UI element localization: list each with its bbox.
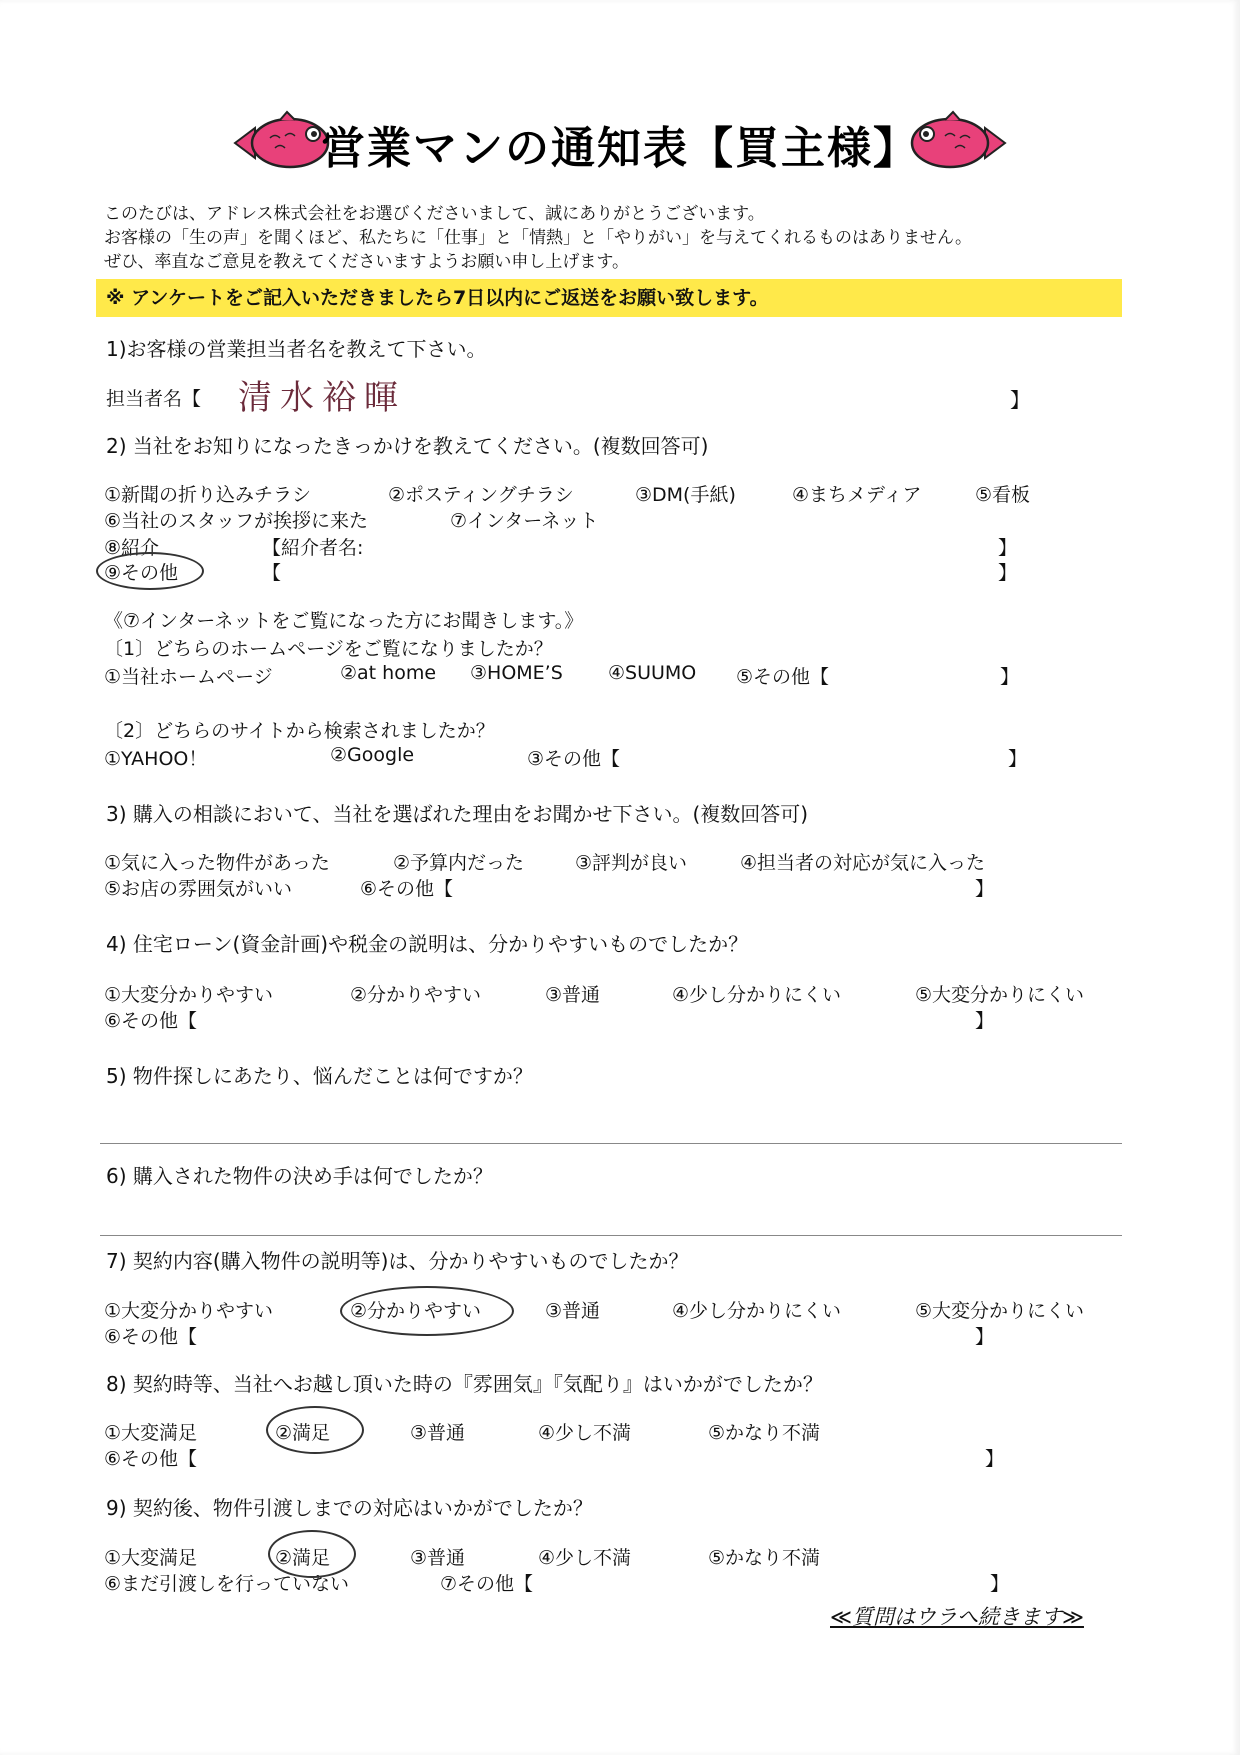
q7-close-bracket: 】	[975, 1326, 995, 1348]
q8-selected-circle	[266, 1406, 364, 1454]
q2-close-bracket: 】	[998, 562, 1018, 584]
q5-question: 5) 物件探しにあたり、悩んだことは何ですか？	[106, 1064, 533, 1088]
q7-option[interactable]: ⑥その他【	[104, 1326, 198, 1348]
q2-referrer-label: 【紹介者名:	[262, 537, 364, 559]
q8-option[interactable]: ④少し不満	[538, 1422, 632, 1444]
q2-option[interactable]: ③DM(手紙)	[635, 484, 736, 506]
q9-close-bracket: 】	[990, 1573, 1010, 1595]
q3-option[interactable]: ①気に入った物件があった	[104, 852, 330, 874]
q1-question: 1)お客様の営業担当者名を教えて下さい。	[106, 337, 487, 361]
q4-question: 4) 住宅ローン(資金計画)や税金の説明は、分かりやすいものでしたか？	[106, 932, 749, 956]
q2sub-option[interactable]: ③その他【	[527, 748, 621, 770]
q5-answer-line[interactable]	[100, 1143, 1122, 1144]
q7-option[interactable]: ①大変分かりやすい	[104, 1300, 274, 1322]
q4-close-bracket: 】	[975, 1010, 995, 1032]
page-title: 営業マンの通知表【買主様】	[321, 123, 919, 174]
q2sub-question1: 〔1〕どちらのホームページをご覧になりましたか？	[104, 638, 553, 660]
q3-question: 3) 購入の相談において、当社を選ばれた理由をお聞かせ下さい。(複数回答可)	[106, 802, 809, 826]
q6-answer-line[interactable]	[100, 1235, 1122, 1236]
q2sub-close-bracket: 】	[1000, 666, 1020, 688]
q1-close-bracket: 】	[1010, 388, 1030, 412]
q1-handwritten-name[interactable]: 清水裕暉	[238, 378, 406, 418]
q2sub-option[interactable]: ②Google	[330, 744, 415, 766]
intro-line: ぜひ、率直なご意見を教えてくださいますようお願い申し上げます。	[104, 252, 629, 272]
q8-option[interactable]: ②満足	[275, 1422, 331, 1444]
q7-selected-circle	[340, 1286, 514, 1336]
q2sub-heading: 《⑦インターネットをご覧になった方にお聞きします。》	[104, 610, 584, 632]
q8-option[interactable]: ③普通	[410, 1422, 466, 1444]
q8-option[interactable]: ①大変満足	[104, 1422, 198, 1444]
q9-selected-circle	[268, 1530, 356, 1578]
q7-question: 7) 契約内容(購入物件の説明等)は、分かりやすいものでしたか？	[106, 1249, 689, 1273]
q3-option[interactable]: ④担当者の対応が気に入った	[740, 852, 986, 874]
q2sub-option[interactable]: ⑤その他【	[736, 666, 830, 688]
q3-close-bracket: 】	[975, 878, 995, 900]
q2sub-option[interactable]: ④SUUMO	[608, 662, 697, 684]
q8-option[interactable]: ⑤かなり不満	[708, 1422, 821, 1444]
q9-option[interactable]: ②満足	[275, 1547, 331, 1569]
q2sub-option[interactable]: ③HOME’S	[470, 662, 563, 684]
q2-option[interactable]: ④まちメディア	[792, 484, 922, 506]
q2-close-bracket: 】	[998, 537, 1018, 559]
q9-option[interactable]: ①大変満足	[104, 1547, 198, 1569]
q3-option[interactable]: ③評判が良い	[575, 852, 688, 874]
intro-line: お客様の「生の声」を聞くほど、私たちに「仕事」と「情熱」と「やりがい」を与えてくれるものはありません。	[104, 228, 973, 248]
q3-option[interactable]: ⑥その他【	[360, 878, 454, 900]
q4-option[interactable]: ③普通	[545, 984, 601, 1006]
q8-close-bracket: 】	[985, 1448, 1005, 1470]
q9-option[interactable]: ⑥まだ引渡しを行っていない	[104, 1573, 350, 1595]
q4-option[interactable]: ②分かりやすい	[350, 984, 482, 1006]
q2sub-option[interactable]: ②at home	[340, 662, 437, 684]
q4-option[interactable]: ④少し分かりにくい	[672, 984, 842, 1006]
intro-line: このたびは、アドレス株式会社をお選びくださいまして、誠にありがとうございます。	[104, 204, 765, 224]
q2-option[interactable]: ⑦インターネット	[450, 510, 599, 532]
q7-option[interactable]: ④少し分かりにくい	[672, 1300, 842, 1322]
q2-option[interactable]: ②ポスティングチラシ	[388, 484, 574, 506]
q2-option[interactable]: ①新聞の折り込みチラシ	[104, 484, 312, 506]
q2-open-bracket: 【	[262, 562, 282, 584]
q9-question: 9) 契約後、物件引渡しまでの対応はいかがでしたか？	[106, 1496, 593, 1520]
q4-option[interactable]: ⑥その他【	[104, 1010, 198, 1032]
q9-option[interactable]: ③普通	[410, 1547, 466, 1569]
q7-option[interactable]: ⑤大変分かりにくい	[915, 1300, 1085, 1322]
q9-option[interactable]: ④少し不満	[538, 1547, 632, 1569]
q3-option[interactable]: ⑤お店の雰囲気がいい	[104, 878, 293, 900]
q9-option[interactable]: ⑤かなり不満	[708, 1547, 821, 1569]
footer-continue-note: ≪質問はウラへ続きます≫	[830, 1605, 1084, 1629]
q1-label: 担当者名【	[106, 388, 202, 410]
q7-option[interactable]: ③普通	[545, 1300, 601, 1322]
q2sub-question2: 〔2〕どちらのサイトから検索されましたか？	[104, 720, 495, 742]
q2-option[interactable]: ⑨その他	[104, 562, 179, 584]
q4-option[interactable]: ①大変分かりやすい	[104, 984, 274, 1006]
q2sub-close-bracket: 】	[1008, 748, 1028, 770]
q8-option[interactable]: ⑥その他【	[104, 1448, 198, 1470]
intro-text	[104, 202, 972, 274]
notice-banner: ※ アンケートをご記入いただきましたら7日以内にご返送をお願い致します。	[96, 279, 1122, 317]
q2-option[interactable]: ⑧紹介	[104, 537, 160, 559]
q2-selected-circle	[96, 552, 204, 590]
q2sub-option[interactable]: ①YAHOO！	[104, 748, 208, 770]
q2-question: 2) 当社をお知りになったきっかけを教えてください。(複数回答可)	[106, 434, 709, 458]
q2-option[interactable]: ⑤看板	[975, 484, 1031, 506]
q7-option[interactable]: ②分かりやすい	[350, 1300, 482, 1322]
q4-option[interactable]: ⑤大変分かりにくい	[915, 984, 1085, 1006]
q3-option[interactable]: ②予算内だった	[393, 852, 525, 874]
q9-option[interactable]: ⑦その他【	[440, 1573, 534, 1595]
q2sub-option[interactable]: ①当社ホームページ	[104, 666, 273, 688]
q6-question: 6) 購入された物件の決め手は何でしたか？	[106, 1164, 493, 1188]
q2-option[interactable]: ⑥当社のスタッフが挨拶に来た	[104, 510, 369, 532]
q8-question: 8) 契約時等、当社へお越し頂いた時の『雰囲気』『気配り』はいかがでしたか？	[106, 1372, 823, 1396]
